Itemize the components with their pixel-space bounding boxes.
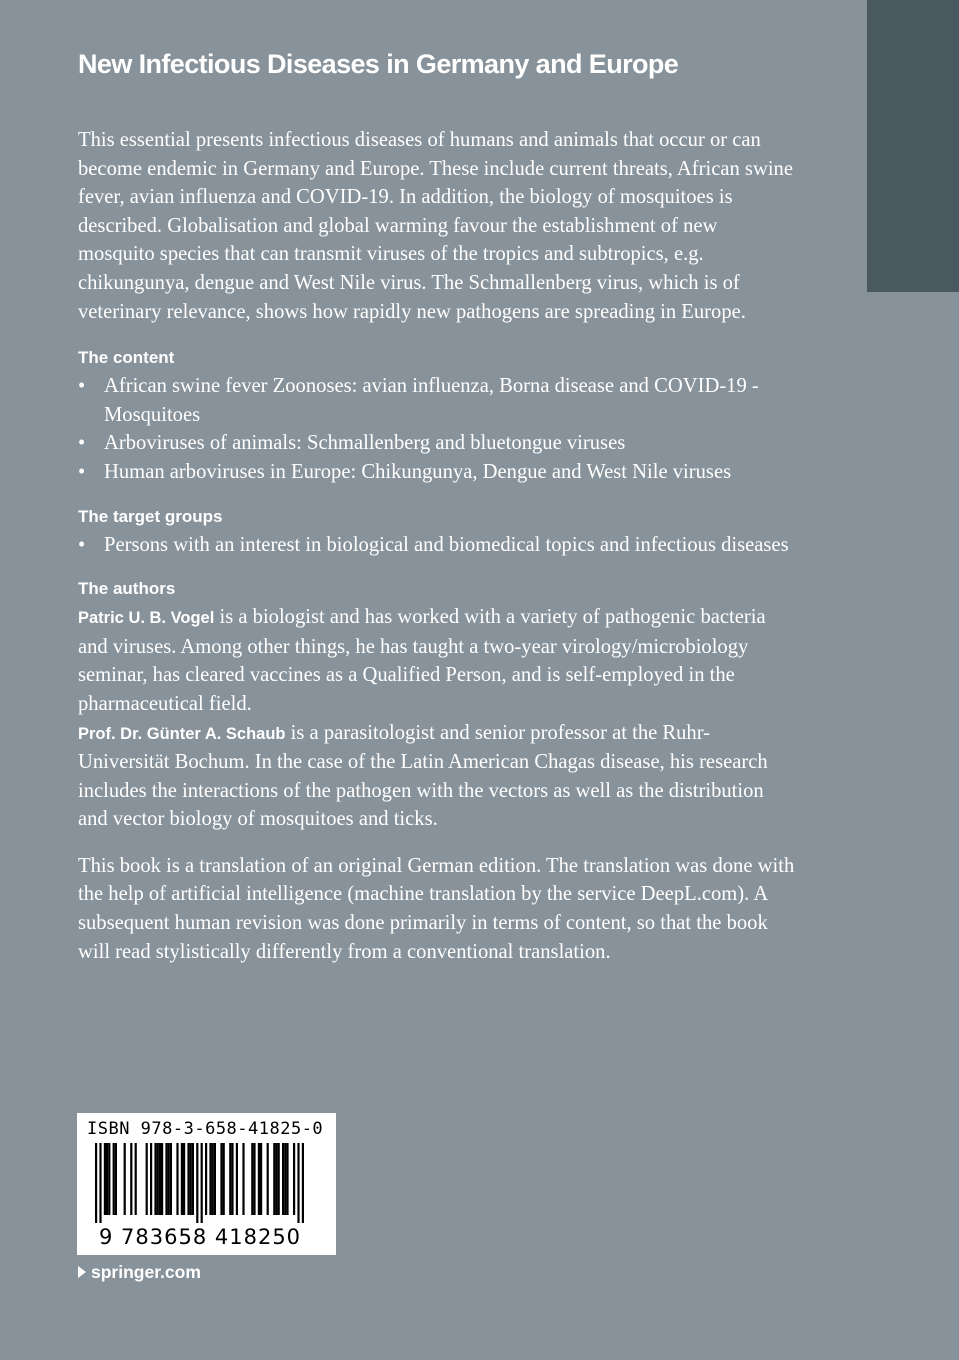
barcode-bar	[278, 1143, 280, 1215]
barcode-bar	[187, 1143, 189, 1215]
translation-note: This book is a translation of an original German edition. The translation was done with the help of artificial intelligence (machine translation by the service DeepL.com). A subsequent human revision was done primarily in terms of content, so that the book will read stylistically differently from a conventional translation.	[78, 854, 795, 963]
publisher-link[interactable]	[78, 1262, 201, 1283]
intro-paragraph: This essential presents infectious diseases of humans and animals that occur or can become endemic in Germany and Europe. These include current threats, African swine fever, avian influenza and COVID-19. In addition, the biology of mosquitoes is described. Globalisation and global warming favour the establishment of new mosquito species that can transmit viruses of the tropics and subtropics, e.g. chikungunya, dengue and West Nile virus. The Schmallenberg virus, which is of veterinary relevance, shows how rapidly new pathogens are spreading in Europe.	[78, 129, 793, 323]
back-cover-content	[78, 44, 798, 966]
barcode-bar	[236, 1143, 238, 1215]
barcode-bar	[183, 1143, 185, 1215]
barcode-bar	[157, 1143, 159, 1215]
barcode-bar	[170, 1143, 172, 1215]
barcode-bar	[205, 1143, 207, 1215]
barcode-bar	[150, 1143, 152, 1215]
author-name: Prof. Dr. Günter A. Schaub	[78, 724, 286, 743]
barcode-bar	[113, 1143, 115, 1215]
book-title: New Infectious Diseases in Germany and Europe	[78, 49, 679, 79]
barcode-bar	[146, 1143, 148, 1215]
barcode-bar	[176, 1143, 178, 1215]
barcode-bar	[258, 1143, 260, 1215]
barcode-bar	[99, 1143, 101, 1223]
barcode-bar	[282, 1143, 284, 1215]
barcode-bar	[260, 1143, 262, 1215]
barcode-bar	[190, 1143, 192, 1215]
barcode-bar	[168, 1143, 170, 1215]
author-bio: is a biologist and has worked with a variety of pathogenic bacteria and viruses. Among other things, he has taught a two-year virology/microbiology seminar, has cleared vaccines as a Qualified Person, and is self-employed in the pharmaceutical field.	[78, 606, 766, 715]
barcode-bar	[95, 1143, 97, 1223]
content-heading: The content	[78, 348, 175, 368]
content-section	[78, 344, 798, 486]
barcode-bar	[220, 1143, 222, 1215]
barcode-bar	[253, 1143, 255, 1215]
author-name: Patric U. B. Vogel	[78, 609, 215, 628]
barcode-bar	[106, 1143, 108, 1215]
barcode-bar	[196, 1143, 198, 1223]
target-groups-list	[78, 531, 798, 560]
isbn-barcode	[77, 1113, 336, 1255]
barcode-bar	[192, 1143, 194, 1215]
author-bio: is a parasitologist and senior professor at the Ruhr-Universität Bochum. In the case of the Latin American Chagas disease, his research includes the interactions of the pathogen with the vectors as well as the distribution and vector biology of mosquitoes and ticks.	[78, 721, 768, 831]
authors-heading: The authors	[78, 579, 176, 599]
barcode-bar	[231, 1143, 233, 1215]
barcode-bar	[165, 1143, 167, 1215]
barcode-bar	[251, 1143, 253, 1215]
barcode-bar	[212, 1143, 214, 1215]
barcode-bar	[115, 1143, 117, 1215]
barcode-bar	[214, 1143, 216, 1215]
target-groups-heading: The target groups	[78, 506, 223, 526]
spine-color-tab	[867, 0, 959, 292]
triangle-arrow-icon	[78, 1266, 86, 1278]
target-group-item: • Persons with an interest in biological and biomedical topics and infectious diseases	[78, 531, 798, 560]
barcode-bar	[104, 1143, 106, 1215]
barcode-bar	[209, 1143, 211, 1215]
content-item: • Arboviruses of animals: Schmallenberg and bluetongue viruses	[78, 429, 798, 458]
author-schaub	[78, 719, 798, 834]
barcode-bar	[154, 1143, 156, 1215]
barcode-bar	[223, 1143, 225, 1215]
barcode-bar	[284, 1143, 286, 1215]
ean-digits: 9 783658 418250	[99, 1225, 302, 1249]
barcode-bar	[159, 1143, 161, 1215]
barcode-bar	[267, 1143, 269, 1215]
barcode-bar	[242, 1143, 244, 1215]
content-list	[78, 372, 798, 486]
content-item: • Human arboviruses in Europe: Chikungunya, Dengue and West Nile viruses	[78, 458, 798, 487]
barcode-bar	[161, 1143, 163, 1215]
barcode-bar	[108, 1143, 110, 1215]
barcode-bar	[130, 1143, 132, 1215]
author-vogel	[78, 603, 798, 718]
barcode-bar	[181, 1143, 183, 1215]
barcode-bar	[229, 1143, 231, 1215]
barcode-bar	[297, 1143, 299, 1223]
barcode-bar	[286, 1143, 288, 1215]
barcode-bar	[124, 1143, 126, 1215]
barcode-bar	[135, 1143, 137, 1215]
content-item: • African swine fever Zoonoses: avian influenza, Borna disease and COVID-19 - Mosquitoes	[78, 372, 798, 429]
authors-section	[78, 575, 798, 834]
barcode-bar	[302, 1143, 304, 1223]
publisher-link-text: springer.com	[91, 1262, 201, 1282]
target-groups-section	[78, 503, 798, 560]
barcode-bar	[273, 1143, 275, 1215]
isbn-label: ISBN 978-3-658-41825-0	[87, 1119, 324, 1139]
barcode-bars	[95, 1143, 318, 1223]
barcode-bar	[275, 1143, 277, 1215]
barcode-bar	[293, 1143, 295, 1215]
barcode-bar	[201, 1143, 203, 1223]
